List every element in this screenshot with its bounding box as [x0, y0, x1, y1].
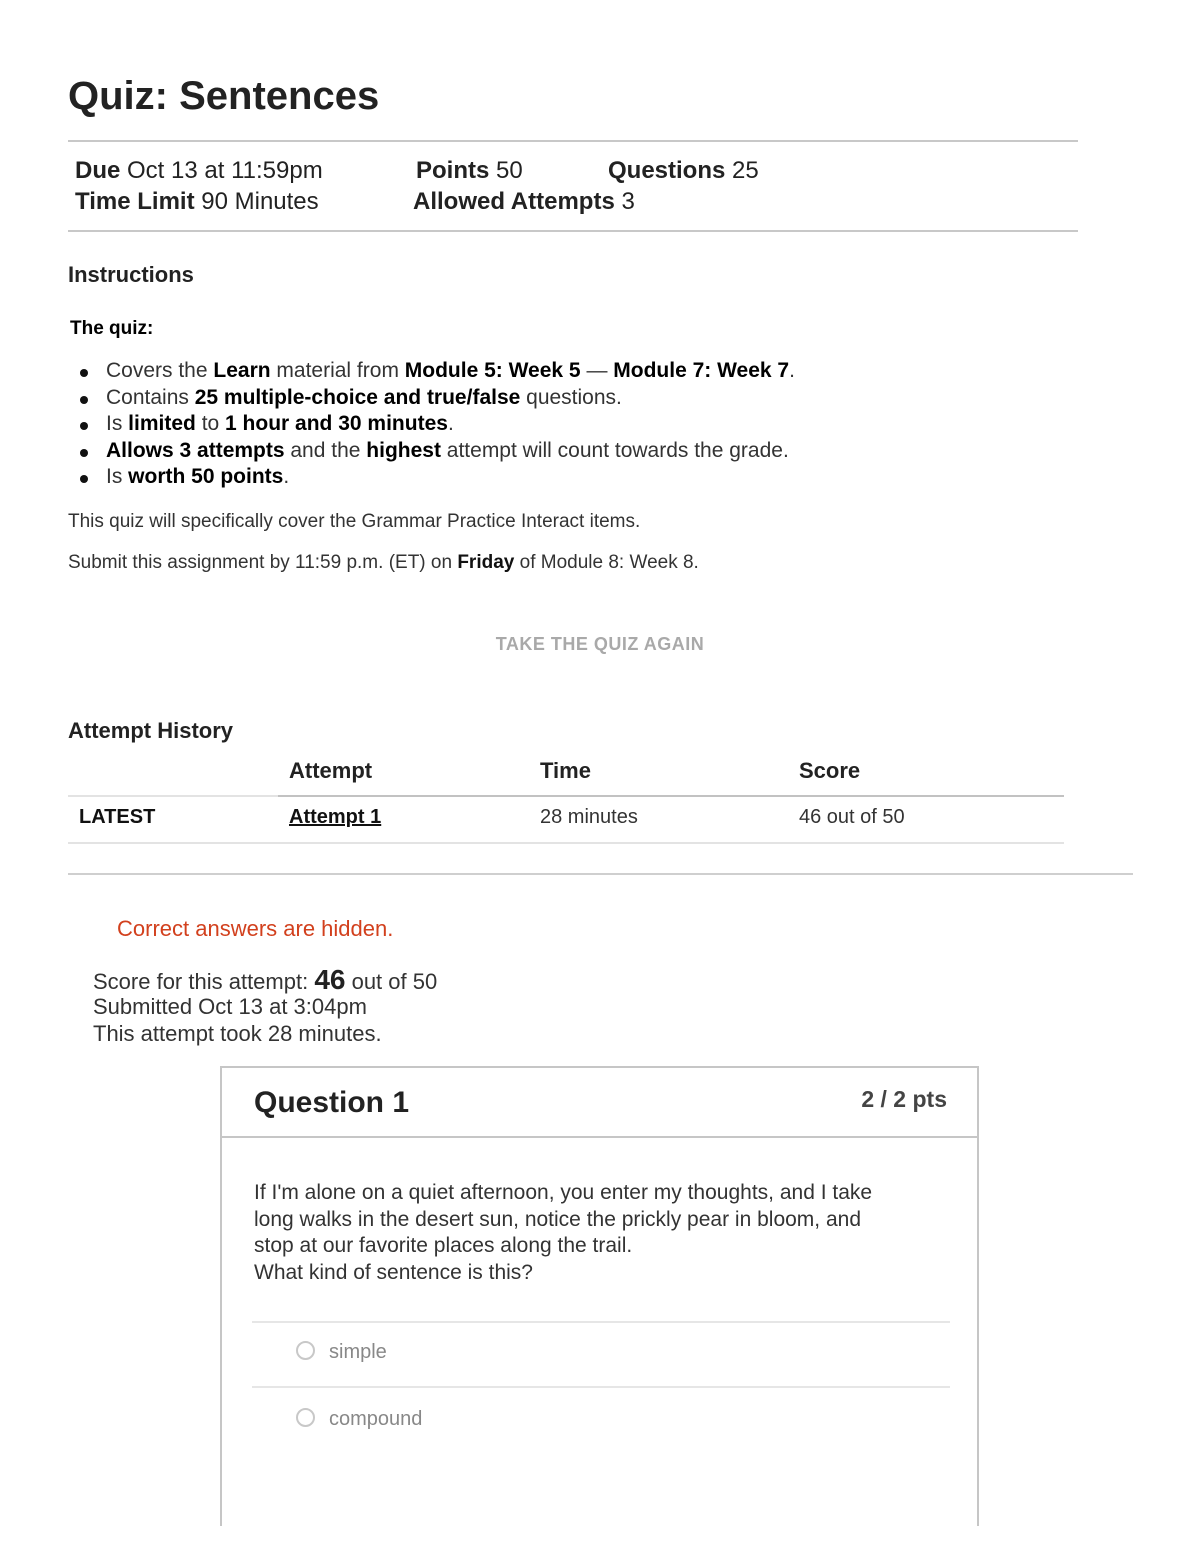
list-item: Contains 25 multiple-choice and true/false questions. — [78, 385, 795, 412]
allowed-attempts: Allowed Attempts 3 — [413, 188, 635, 215]
table-header-divider — [68, 795, 278, 797]
submission-deadline: Submit this assignment by 11:59 p.m. (ET) on Friday of Module 8: Week 8. — [68, 552, 699, 573]
column-header-score: Score — [799, 758, 861, 783]
table-header-divider — [278, 795, 1064, 797]
list-item: Is limited to 1 hour and 30 minutes. — [78, 411, 795, 438]
list-item: Is worth 50 points. — [78, 464, 795, 491]
instructions-note: This quiz will specifically cover the Grammar Practice Interact items. — [68, 511, 641, 532]
option-divider — [252, 1386, 950, 1388]
divider — [68, 230, 1078, 232]
option-divider — [252, 1321, 950, 1323]
divider — [68, 140, 1078, 142]
answer-option[interactable]: simple — [296, 1341, 387, 1364]
page-title: Quiz: Sentences — [68, 74, 380, 118]
time-limit: Time Limit 90 Minutes — [75, 188, 319, 215]
attempt-duration: This attempt took 28 minutes. — [93, 1021, 382, 1046]
instructions-subheading: The quiz: — [70, 318, 154, 339]
latest-badge: LATEST — [79, 806, 156, 828]
attempt-score: 46 out of 50 — [799, 806, 905, 828]
attempt-link[interactable]: Attempt 1 — [289, 806, 382, 828]
question-title: Question 1 — [254, 1086, 410, 1119]
radio-button[interactable] — [296, 1408, 315, 1427]
question-header — [222, 1068, 977, 1138]
question-count: Questions 25 — [608, 157, 759, 184]
take-quiz-again-button[interactable]: TAKE THE QUIZ AGAIN — [495, 634, 705, 654]
table-row-divider — [68, 842, 1064, 844]
section-divider — [68, 873, 1133, 875]
attempt-time: 28 minutes — [540, 806, 638, 828]
points: Points 50 — [416, 157, 523, 184]
instructions-heading: Instructions — [68, 262, 194, 287]
attempt-score-summary: Score for this attempt: 46 out of 50 — [93, 964, 438, 995]
answer-option[interactable]: compound — [296, 1408, 422, 1431]
question-card — [220, 1066, 979, 1526]
attempt-history-heading: Attempt History — [68, 718, 234, 743]
radio-button[interactable] — [296, 1341, 315, 1360]
instructions-list — [78, 358, 795, 491]
column-header-attempt: Attempt — [289, 758, 373, 783]
submitted-time: Submitted Oct 13 at 3:04pm — [93, 994, 367, 1019]
question-text: If I'm alone on a quiet afternoon, you enter my thoughts, and I take long walks in the desert sun, notice the prickly pear in bloom, and stop at our favorite places along the trail. What kind of sentence is this? — [254, 1181, 873, 1284]
due-date: Due Oct 13 at 11:59pm — [75, 157, 323, 184]
answers-hidden-notice: Correct answers are hidden. — [117, 916, 394, 941]
column-header-time: Time — [540, 758, 591, 783]
list-item: Covers the Learn material from Module 5: Week 5 — Module 7: Week 7. — [78, 358, 795, 385]
list-item: Allows 3 attempts and the highest attempt will count towards the grade. — [78, 438, 795, 465]
question-points: 2 / 2 pts — [861, 1086, 947, 1112]
